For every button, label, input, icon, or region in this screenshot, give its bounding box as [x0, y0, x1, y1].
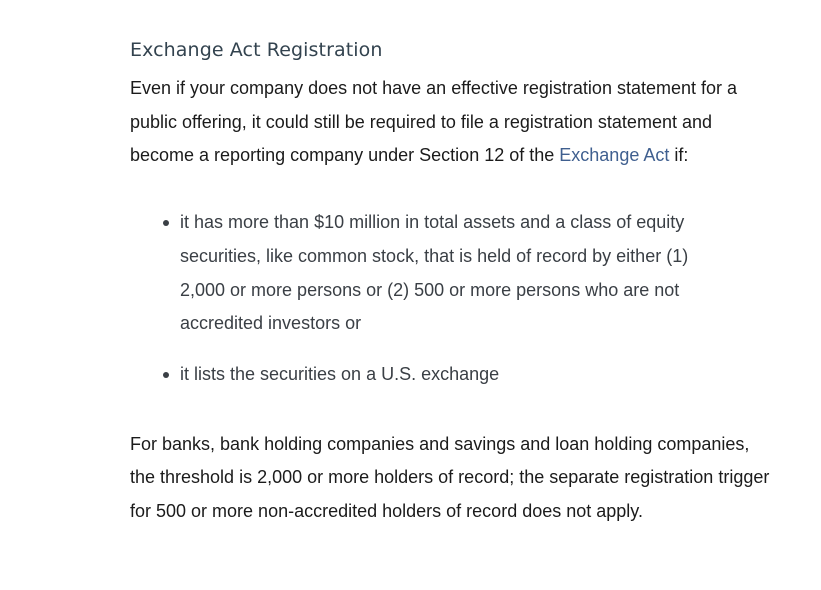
exchange-act-link[interactable]: Exchange Act [559, 145, 670, 166]
list-item [130, 358, 720, 392]
intro-text-after: if: [669, 145, 689, 166]
article-section [130, 36, 770, 529]
bullet-dot-icon [163, 220, 169, 226]
intro-text-before: Even if your company does not have an effective registration statement for a public offering, it could still be required to file a registration statement and become a reporting company under Section 12 of the [130, 78, 738, 166]
list-item-text: it has more than $10 million in total assets and a class of equity securities, like common stock, that is held of record by either (1) 2,000 or more persons or (2) 500 or more persons who are not accredited investors or [180, 212, 689, 334]
list-item-text: it lists the securities on a U.S. exchange [180, 363, 500, 384]
closing-paragraph: For banks, bank holding companies and savings and loan holding companies, the threshold is 2,000 or more holders of record; the separate registration trigger for 500 or more non-accredited holders of record does not apply. [130, 433, 770, 522]
criteria-list [130, 206, 770, 392]
list-item [130, 206, 720, 341]
intro-paragraph [130, 72, 770, 173]
bullet-dot-icon [163, 372, 169, 378]
section-heading: Exchange Act Registration [130, 39, 383, 61]
